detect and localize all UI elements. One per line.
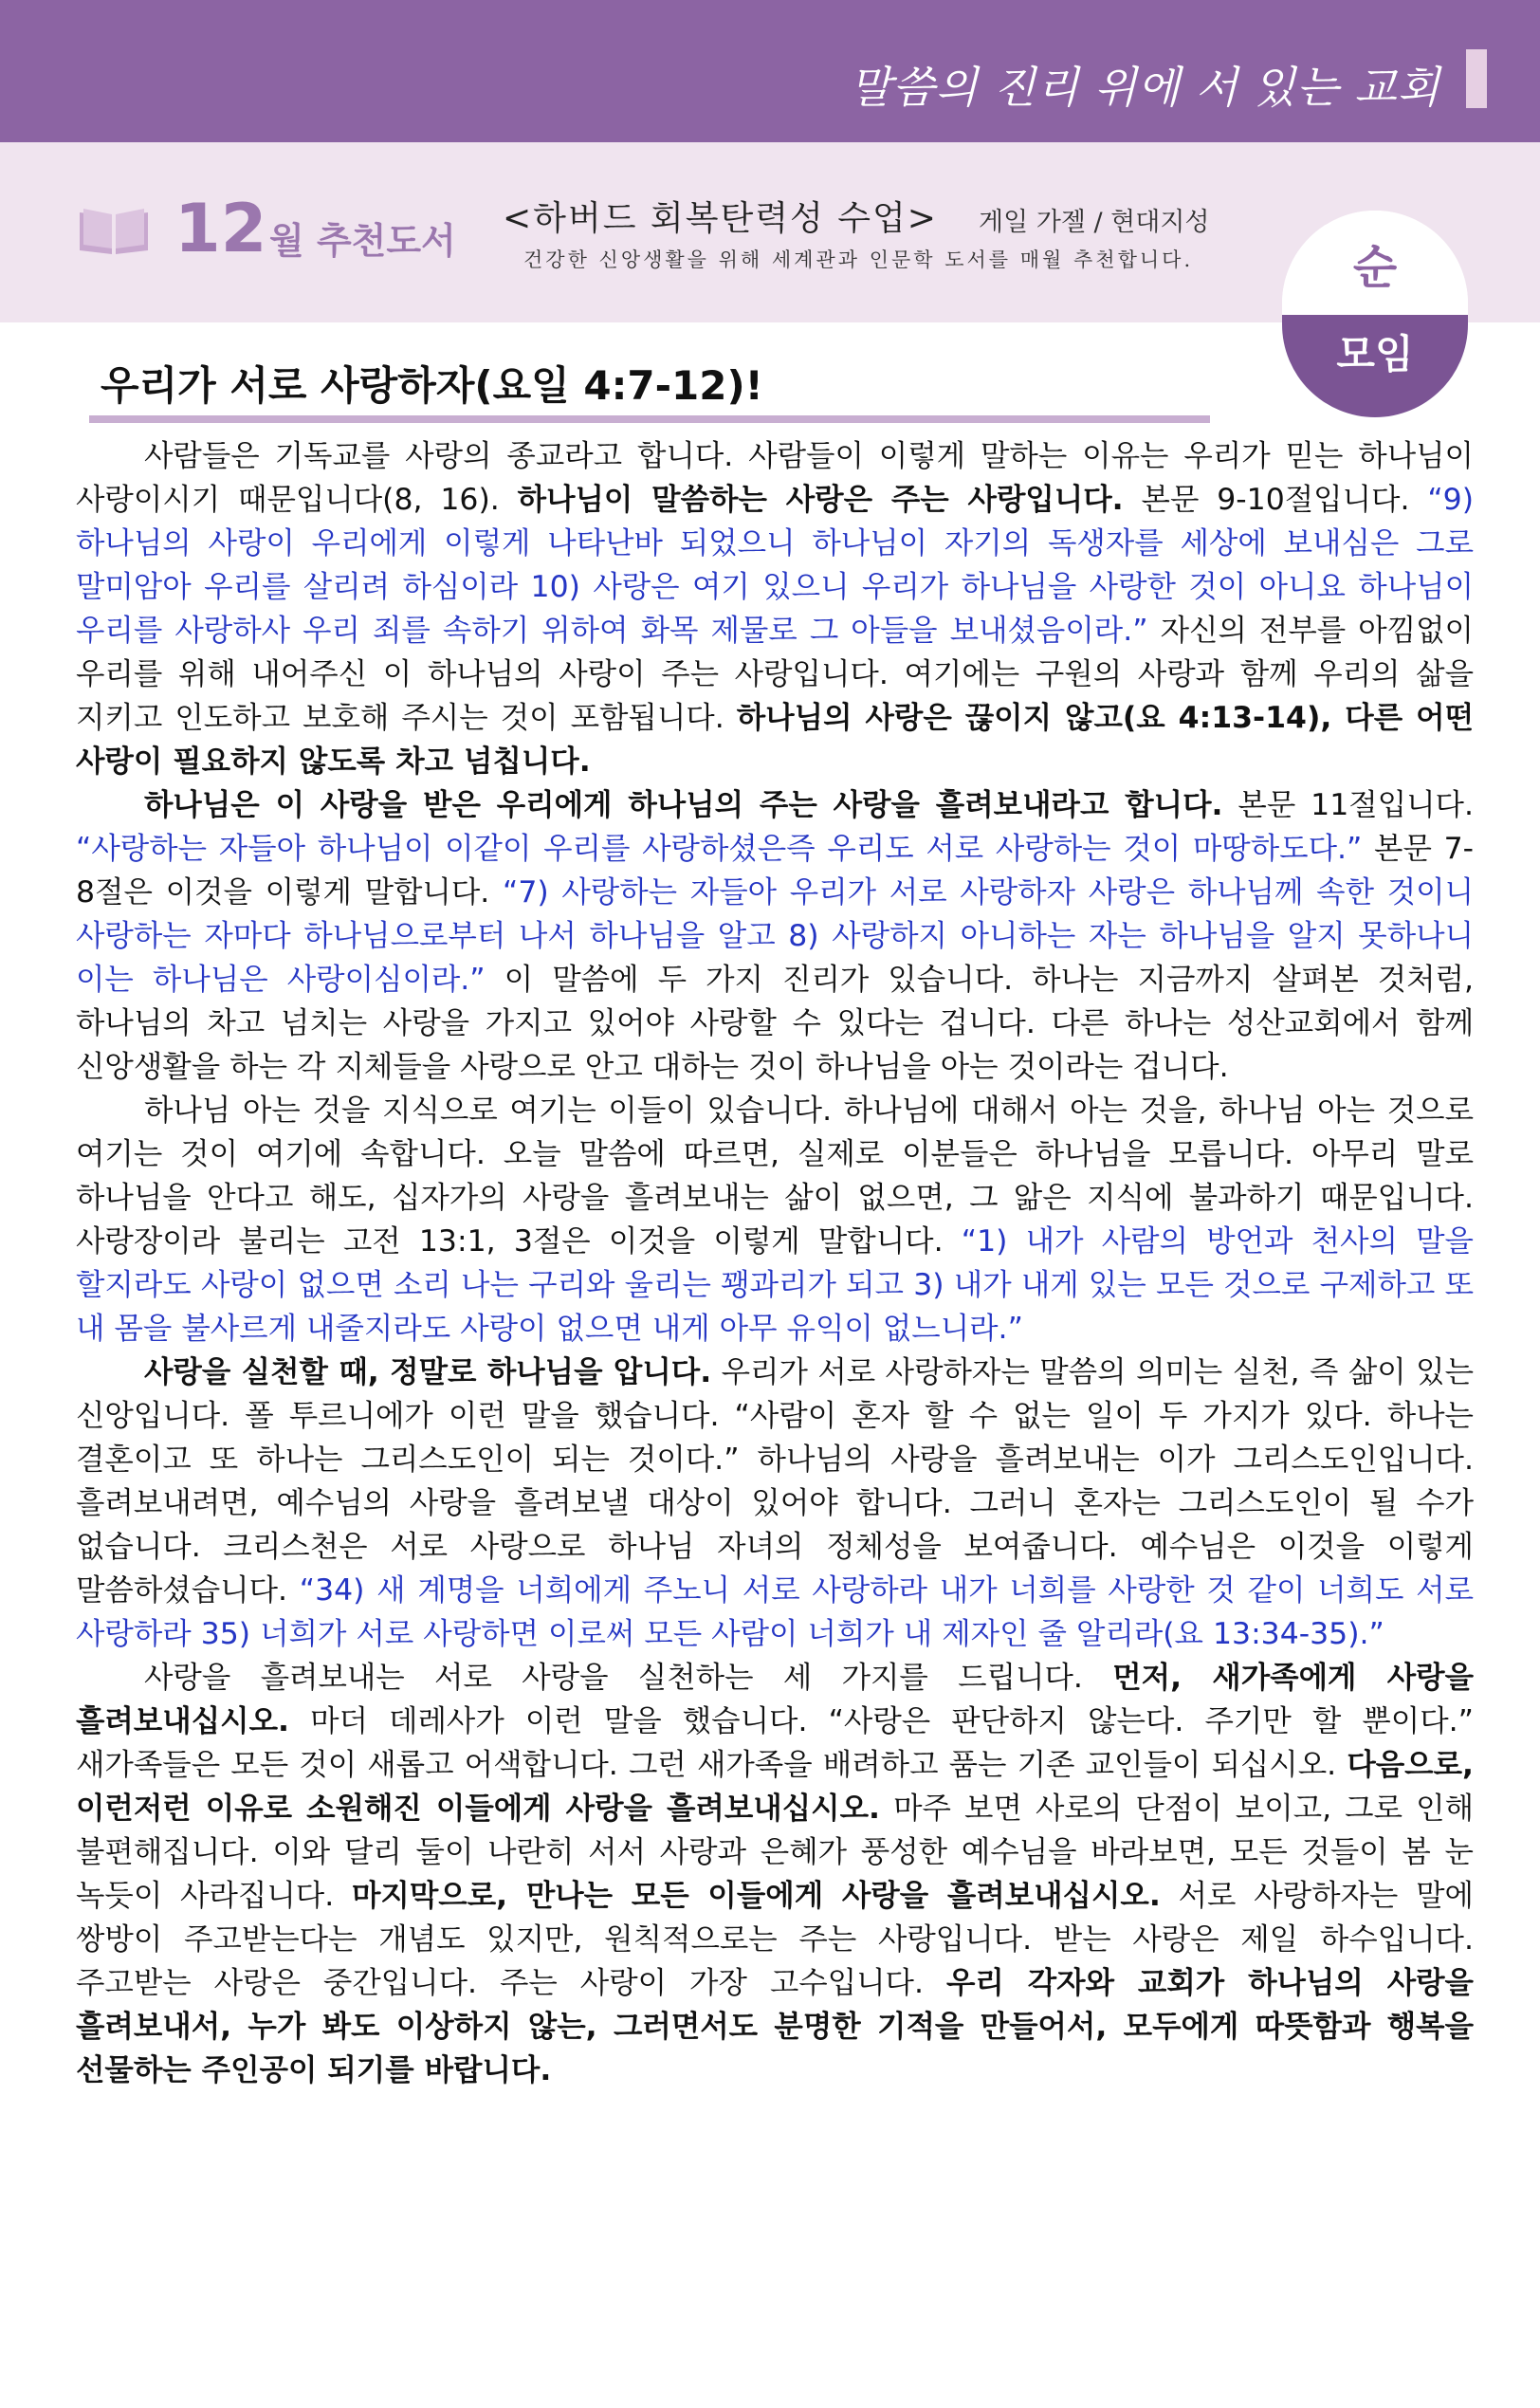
emphasis-text: 마지막으로, 만나는 모든 이들에게 사랑을 흘려보내십시오. bbox=[351, 1879, 1161, 1913]
open-book-icon bbox=[78, 207, 150, 256]
book-month-label: 월 추천도서 bbox=[269, 220, 456, 262]
emphasis-text: 하나님의 사랑은 끊이지 않고(요 4:13-14), 다른 어떤 사랑이 필요하지 않도록 차고 넘칩니다. bbox=[76, 701, 1474, 779]
body-text: 서로 사랑하자는 말에 쌍방이 주고받는다는 개념도 있지만, 원칙적으로는 주는 사랑입니다. 받는 사랑은 제일 하수입니다. 주고받는 사랑은 중간입니다. 주는 사랑이 가장 고수입니다. bbox=[76, 1879, 1474, 2000]
body-text: 하나님 아는 것을 지식으로 여기는 이들이 있습니다. 하나님에 대해서 아는 것을, 하나님 아는 것으로 여기는 것이 여기에 속합니다. 오늘 말씀에 따르면, 실제로 이분들은 하나님을 모릅니다. 아무리 말로 하나님을 안다고 해도, 십자가의 사랑을 흘려보내는 삶이 없으면, 그 앎은 지식에 불과하기 때문입니다. 사랑장이라 불리는 고전 13:1, 3절은 이것을 이렇게 말합니다. bbox=[76, 1094, 1474, 1259]
book-title: <하버드 회복탄력성 수업> bbox=[503, 199, 938, 238]
emphasis-text: 하나님은 이 사랑을 받은 우리에게 하나님의 주는 사랑을 흘려보내라고 합니다. bbox=[144, 788, 1223, 822]
small-group-badge bbox=[1282, 211, 1468, 417]
church-motto: 말씀의 진리 위에 서 있는 교회 bbox=[849, 62, 1440, 113]
paragraph-5 bbox=[76, 1656, 1474, 2092]
badge-top-text: 순 bbox=[1282, 211, 1468, 315]
badge-bottom-text: 모임 bbox=[1282, 315, 1468, 417]
body-text: 사람들은 기독교를 사랑의 종교라고 합니다. 사람들이 이렇게 말하는 이유는 우리가 믿는 하나님이 사랑이시기 때문입니다(8, 16). bbox=[76, 439, 1474, 517]
paragraph-3 bbox=[76, 1089, 1474, 1351]
body-text: 마주 보면 사로의 단점이 보이고, 그로 인해 불편해집니다. 이와 달리 둘이 나란히 서서 사랑과 은혜가 풍성한 예수님을 바라보면, 모든 것들이 봄 눈 녹듯이 사라집니다. bbox=[76, 1792, 1475, 1913]
scripture-quote: “9) 하나님의 사랑이 우리에게 이렇게 나타난바 되었으니 하나님이 자기의 독생자를 세상에 보내심은 그로 말미암아 우리를 살리려 하심이라 10) 사랑은 여기 있으니 우리가 하나님을 사랑한 것이 아니요 하나님이 우리를 사랑하사 우리 죄를 속하기 위하여 화목 제물로 그 아들을 보내셨음이라.” bbox=[76, 483, 1474, 648]
title-underline bbox=[89, 415, 1210, 423]
banner-tab-decoration bbox=[1466, 49, 1487, 108]
book-author: 게일 가젤 / 현대지성 bbox=[979, 208, 1210, 237]
scripture-quote: “34) 새 계명을 너희에게 주노니 서로 사랑하라 내가 너희를 사랑한 것 같이 너희도 서로 사랑하라 35) 너희가 서로 사랑하면 이로써 모든 사람이 너희가 내 제자인 줄 알리라(요 13:34-35).” bbox=[76, 1573, 1474, 1651]
emphasis-text: 먼저, 새가족에게 사랑을 흘려보내십시오. bbox=[76, 1661, 1474, 1738]
body-text: 이 말씀에 두 가지 진리가 있습니다. 하나는 지금까지 살펴본 것처럼, 하나님의 차고 넘치는 사랑을 가지고 있어야 사랑할 수 있다는 겁니다. 다른 하나는 성산교회에서 함께 신앙생활을 하는 각 지체들을 사랑으로 안고 대하는 것이 하나님을 아는 것이라는 겁니다. bbox=[76, 963, 1474, 1084]
scripture-quote: “사랑하는 자들아 하나님이 이같이 우리를 사랑하셨은즉 우리도 서로 사랑하는 것이 마땅하도다.” bbox=[76, 832, 1363, 866]
sermon-title: 우리가 서로 사랑하자(요일 4:7-12)! bbox=[101, 362, 763, 409]
sermon-body bbox=[76, 434, 1474, 2092]
scripture-quote: “7) 사랑하는 자들아 우리가 서로 사랑하자 사랑은 하나님께 속한 것이니 사랑하는 자마다 하나님으로부터 나서 하나님을 알고 8) 사랑하지 아니하는 자는 하나님을 알지 못하나니 이는 하나님은 사랑이심이라.” bbox=[76, 875, 1474, 997]
paragraph-2 bbox=[76, 783, 1474, 1089]
body-text: 본문 11절입니다. bbox=[1222, 788, 1474, 822]
body-text: 자신의 전부를 아낌없이 우리를 위해 내어주신 이 하나님의 사랑이 주는 사랑입니다. 여기에는 구원의 사랑과 함께 우리의 삶을 지키고 인도하고 보호해 주시는 것이 포함됩니다. bbox=[76, 614, 1474, 735]
scripture-quote: “1) 내가 사람의 방언과 천사의 말을 할지라도 사랑이 없으면 소리 나는 구리와 울리는 꽹과리가 되고 3) 내가 내게 있는 모든 것으로 구제하고 또 내 몸을 불사르게 내줄지라도 사랑이 없으면 내게 아무 유익이 없느니라.” bbox=[76, 1224, 1474, 1346]
emphasis-text: 하나님이 말씀하는 사랑은 주는 사랑입니다. bbox=[517, 483, 1124, 517]
paragraph-4 bbox=[76, 1351, 1474, 1656]
emphasis-text: 다음으로, 이런저런 이유로 소원해진 이들에게 사랑을 흘려보내십시오. bbox=[76, 1748, 1474, 1826]
emphasis-text: 우리 각자와 교회가 하나님의 사랑을 흘려보내서, 누가 봐도 이상하지 않는, 그러면서도 분명한 기적을 만들어서, 모두에게 따뜻함과 행복을 선물하는 주인공이 되기를 바랍니다. bbox=[76, 1966, 1474, 2087]
body-text: 본문 9-10절입니다. bbox=[1123, 483, 1428, 517]
emphasis-text: 사랑을 실천할 때, 정말로 하나님을 압니다. bbox=[144, 1355, 712, 1389]
body-text: 마더 데레사가 이런 말을 했습니다. “사랑은 판단하지 않는다. 주기만 할 뿐이다.” 새가족들은 모든 것이 새롭고 어색합니다. 그런 새가족을 배려하고 품는 기존 교인들이 되십시오. bbox=[76, 1704, 1474, 1782]
body-text: 우리가 서로 사랑하자는 말씀의 의미는 실천, 즉 삶이 있는 신앙입니다. 폴 투르니에가 이런 말을 했습니다. “사람이 혼자 할 수 없는 일이 두 가지가 있다. 하나는 결혼이고 또 하나는 그리스도인이 되는 것이다.” 하나님의 사랑을 흘려보내는 이가 그리스도인입니다. 흘려보내려면, 예수님의 사랑을 흘려보낼 대상이 있어야 합니다. 그러니 혼자는 그리스도인이 될 수가 없습니다. 크리스천은 서로 사랑으로 하나님 자녀의 정체성을 보여줍니다. 예수님은 이것을 이렇게 말씀하셨습니다. bbox=[76, 1355, 1475, 1608]
paragraph-1 bbox=[76, 434, 1474, 783]
book-description: 건강한 신앙생활을 위해 세계관과 인문학 도서를 매월 추천합니다. bbox=[523, 248, 1194, 271]
book-month-number: 12 bbox=[174, 190, 267, 267]
body-text: 사랑을 흘려보내는 서로 사랑을 실천하는 세 가지를 드립니다. bbox=[144, 1661, 1113, 1695]
body-text: 본문 7-8절은 이것을 이렇게 말합니다. bbox=[76, 832, 1475, 910]
